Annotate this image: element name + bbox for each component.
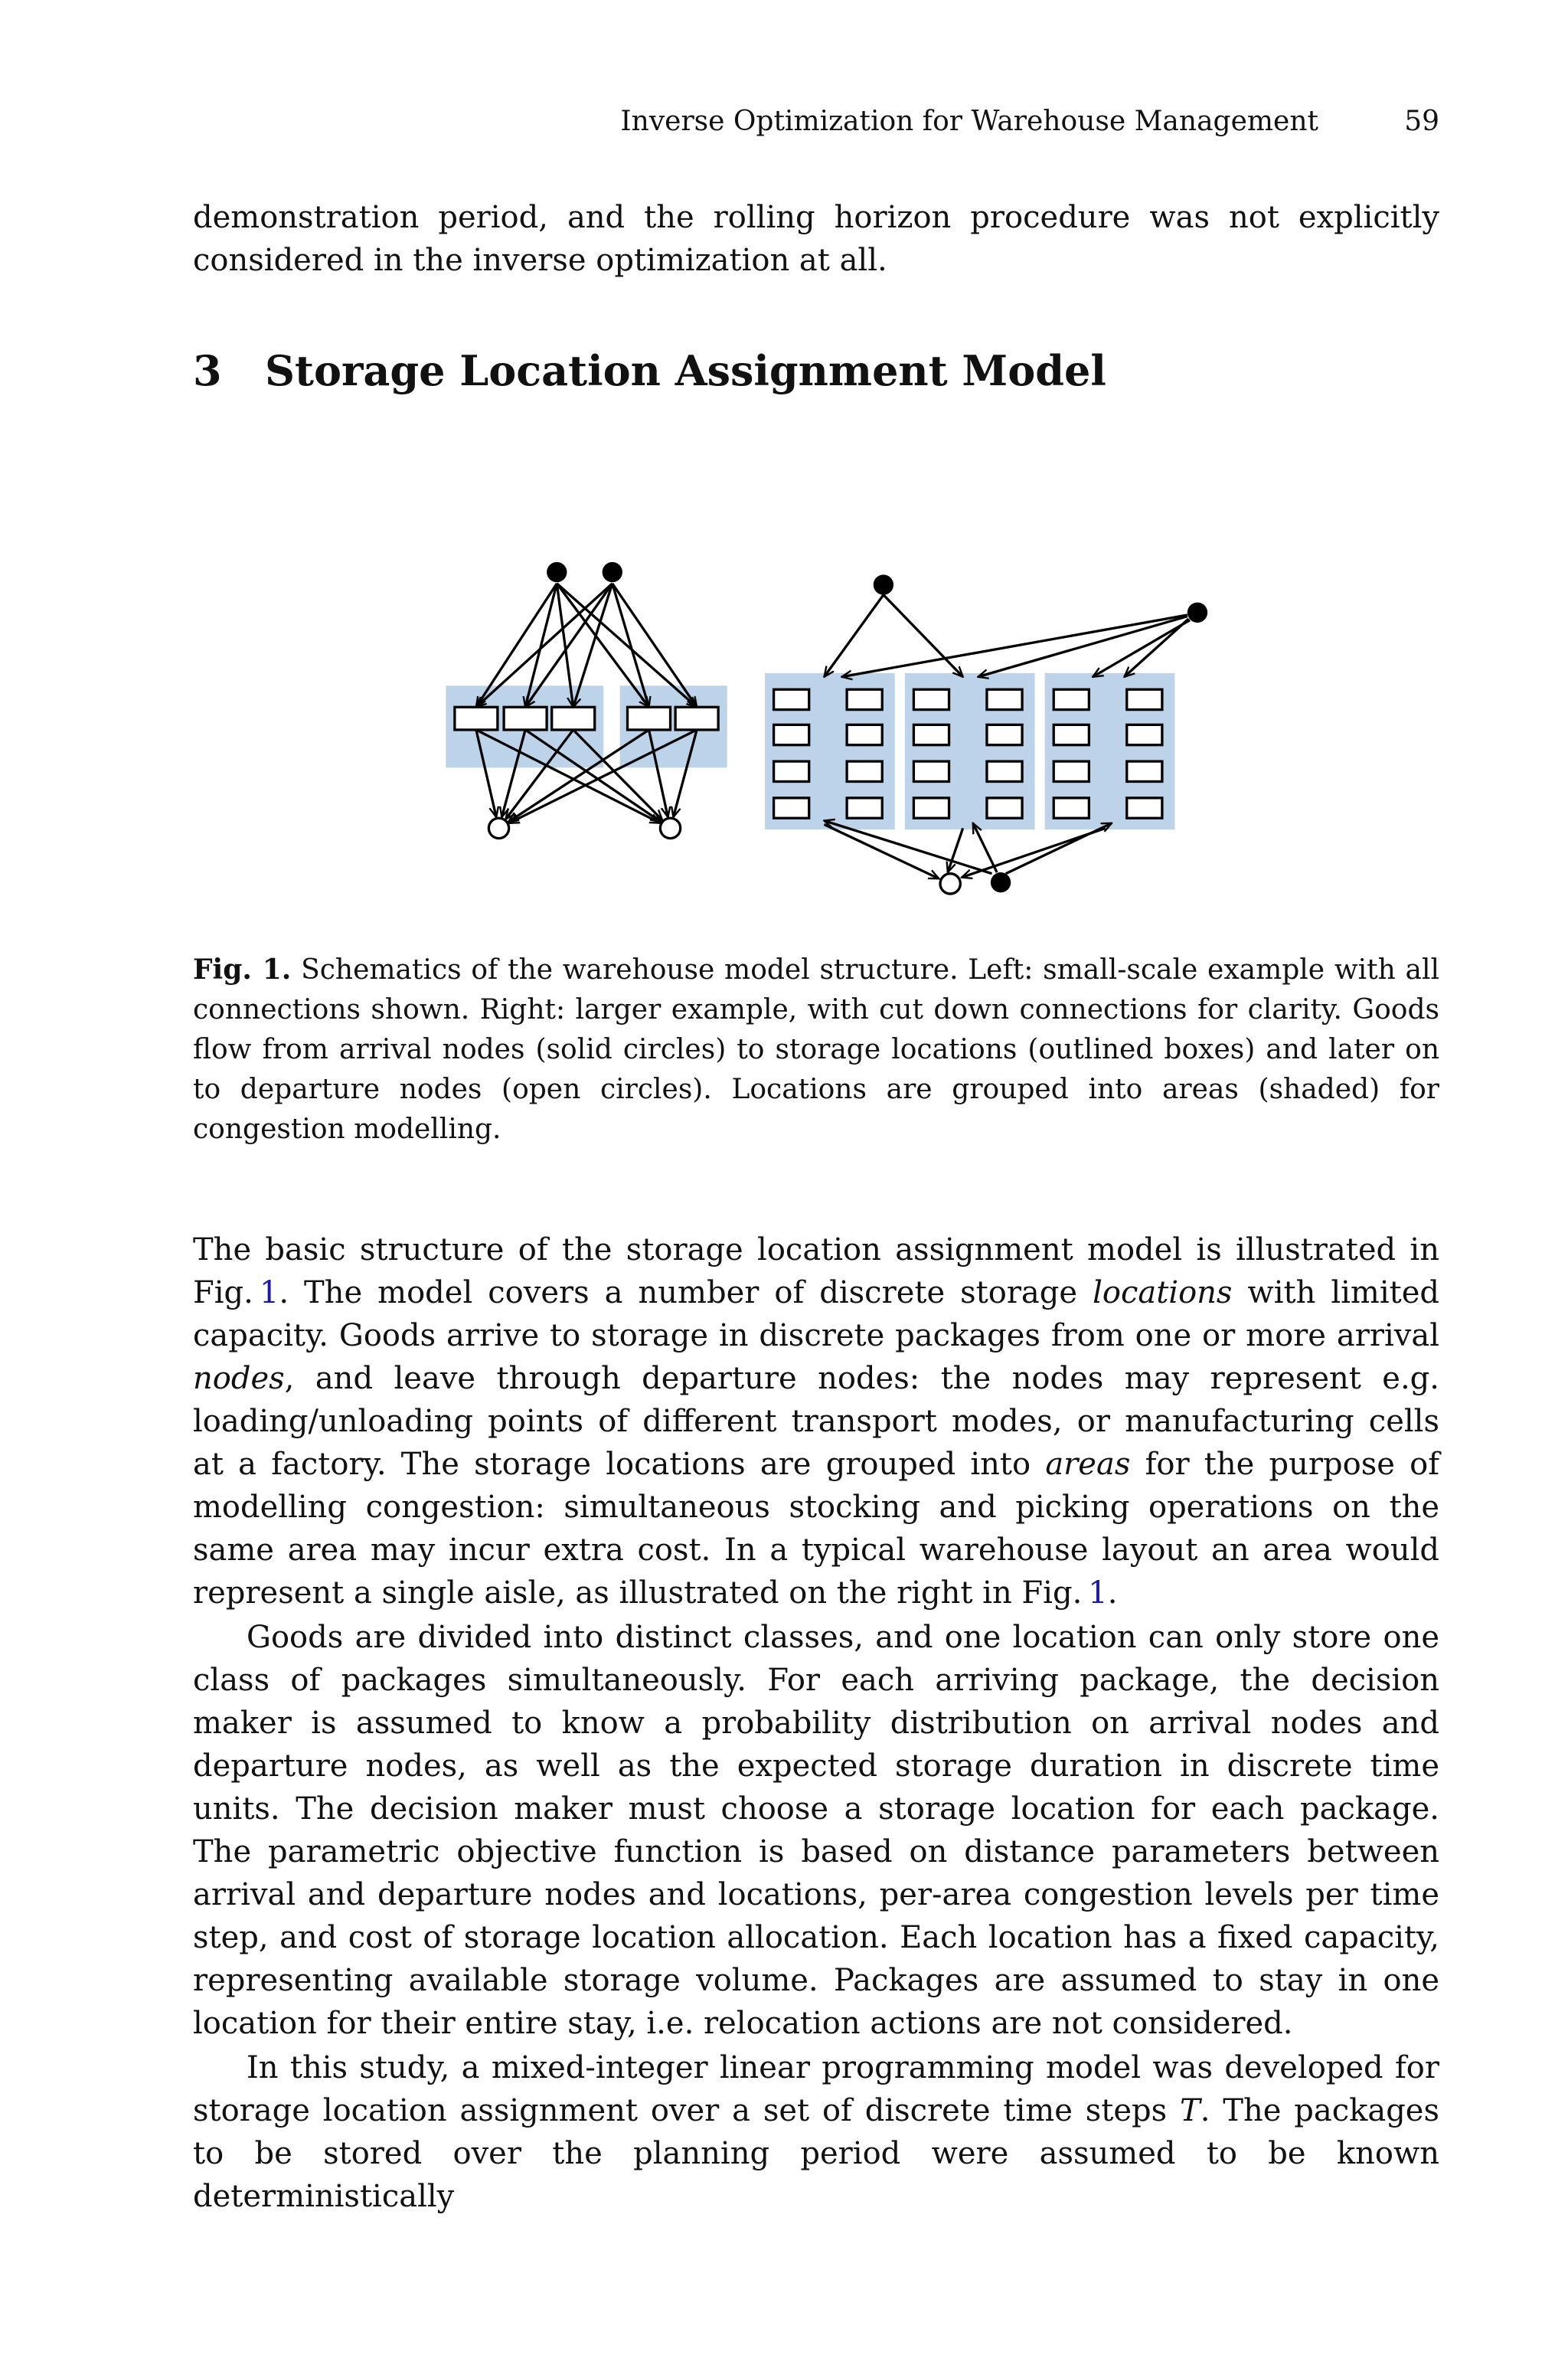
p3-variable-T: T [1180, 2093, 1200, 2128]
storage-location-box [847, 798, 882, 818]
figure-ref-link[interactable]: 1 [259, 1275, 279, 1310]
p1-text-3: with limited capacity. Goods arrive to storage in discrete packages from one or more arrival [193, 1275, 1440, 1353]
section-heading [193, 346, 1106, 395]
p1-text-6: . [1107, 1575, 1118, 1611]
p1-emphasis-areas: areas [1045, 1447, 1131, 1482]
arrival-node [874, 574, 893, 594]
flow-arrow [973, 823, 997, 872]
storage-location-box [847, 689, 882, 709]
figure-ref-link[interactable]: 1 [1088, 1575, 1108, 1611]
section-number: 3 [193, 346, 222, 395]
departure-node [940, 874, 960, 894]
storage-location-box [774, 725, 809, 744]
storage-location-box [1127, 761, 1162, 781]
storage-location-box [1054, 761, 1089, 781]
body-paragraph-1 [193, 1228, 1439, 1614]
intro-paragraph: demonstration period, and the rolling horizon procedure was not explicitly considered in the inverse optimization at all. [193, 200, 1439, 278]
storage-location-box [1127, 798, 1162, 818]
p3-text-1: In this study, a mixed-integer linear programming model was developed for storage location assignment over a set of discrete time steps [193, 2050, 1439, 2128]
departure-node [488, 818, 508, 838]
warehouse-diagram [306, 490, 1317, 919]
storage-location-box [1054, 689, 1089, 709]
arrival-node [603, 562, 622, 582]
storage-location-box [455, 707, 498, 730]
storage-location-box [774, 689, 809, 709]
running-title: Inverse Optimization for Warehouse Management [620, 106, 1318, 137]
p1-emphasis-locations: locations [1093, 1275, 1233, 1310]
flow-arrow [824, 595, 883, 677]
storage-location-box [628, 707, 671, 730]
figure-caption [193, 950, 1439, 1150]
figure-label: Fig. 1. [193, 953, 292, 986]
running-header [193, 106, 1439, 144]
storage-location-box [987, 689, 1022, 709]
storage-location-box [913, 798, 949, 818]
flow-arrow [948, 828, 963, 872]
storage-location-box [987, 761, 1022, 781]
p1-text-1: The basic structure of the storage location assignment model is illustrated in Fig. [193, 1232, 1439, 1310]
storage-location-box [987, 725, 1022, 744]
flow-arrow [884, 595, 963, 677]
section-title: Storage Location Assignment Model [265, 346, 1106, 395]
storage-location-box [913, 725, 949, 744]
figure-warehouse-schematic [306, 490, 1317, 919]
p1-text-5: for the purpose of modelling congestion: simultaneous stocking and picking operations on the same area may incur extra cost. In a typical warehouse layout an area would represent a single aisle, as illustrated on the right in Fig. [193, 1447, 1440, 1611]
body-paragraph-3 [193, 2046, 1439, 2218]
body-paragraph-2: Goods are divided into distinct classes, and one location can only store one class of packages simultaneously. For each arriving package, the decision maker is assumed to know a probability distribution on arrival nodes and departure nodes, as well as the expected storage duration in discrete time units. The decision maker must choose a storage location for each package. The parametric objective function is based on distance parameters between arrival and departure nodes and locations, per-area congestion levels per time step, and cost of storage location allocation. Each location has a fixed capacity, representing available storage volume. Packages are assumed to stay in one location for their entire stay, i.e. relocation actions are not considered. [193, 1620, 1439, 2041]
storage-location-box [675, 707, 718, 730]
storage-location-box [913, 689, 949, 709]
page-number: 59 [1404, 106, 1439, 137]
storage-location-box [987, 798, 1022, 818]
p3-text-2: . The packages to be stored over the planning period were assumed to be known deterministically [193, 2093, 1439, 2214]
storage-location-box [1127, 725, 1162, 744]
p1-emphasis-nodes: nodes [193, 1361, 285, 1396]
p1-text-2: . The model covers a number of discrete storage [279, 1275, 1078, 1310]
storage-location-box [1127, 689, 1162, 709]
storage-location-box [913, 761, 949, 781]
storage-location-box [504, 707, 547, 730]
flow-arrow [1006, 823, 1112, 874]
storage-location-box [552, 707, 595, 730]
p1-text-4: , and leave through departure nodes: the nodes may represent e.g. loading/unloading points of different transport modes, or manufacturing cells at a factory. The storage locations are grouped into [193, 1361, 1439, 1482]
storage-location-box [774, 798, 809, 818]
arrival-node [1187, 603, 1207, 623]
storage-location-box [1054, 798, 1089, 818]
storage-location-box [847, 761, 882, 781]
arrival-node [991, 872, 1011, 892]
figure-caption-text: Schematics of the warehouse model structure. Left: small-scale example with all connections shown. Right: larger example, with cut down connections for clarity. Goods flow from arrival nodes (solid circles) to storage locations (outlined boxes) and later on to departure nodes (open circles). Locations are grouped into areas (shaded) for congestion modelling. [193, 954, 1440, 1145]
storage-location-box [774, 761, 809, 781]
storage-location-box [847, 725, 882, 744]
storage-location-box [1054, 725, 1089, 744]
departure-node [660, 818, 680, 838]
arrival-node [547, 562, 567, 582]
